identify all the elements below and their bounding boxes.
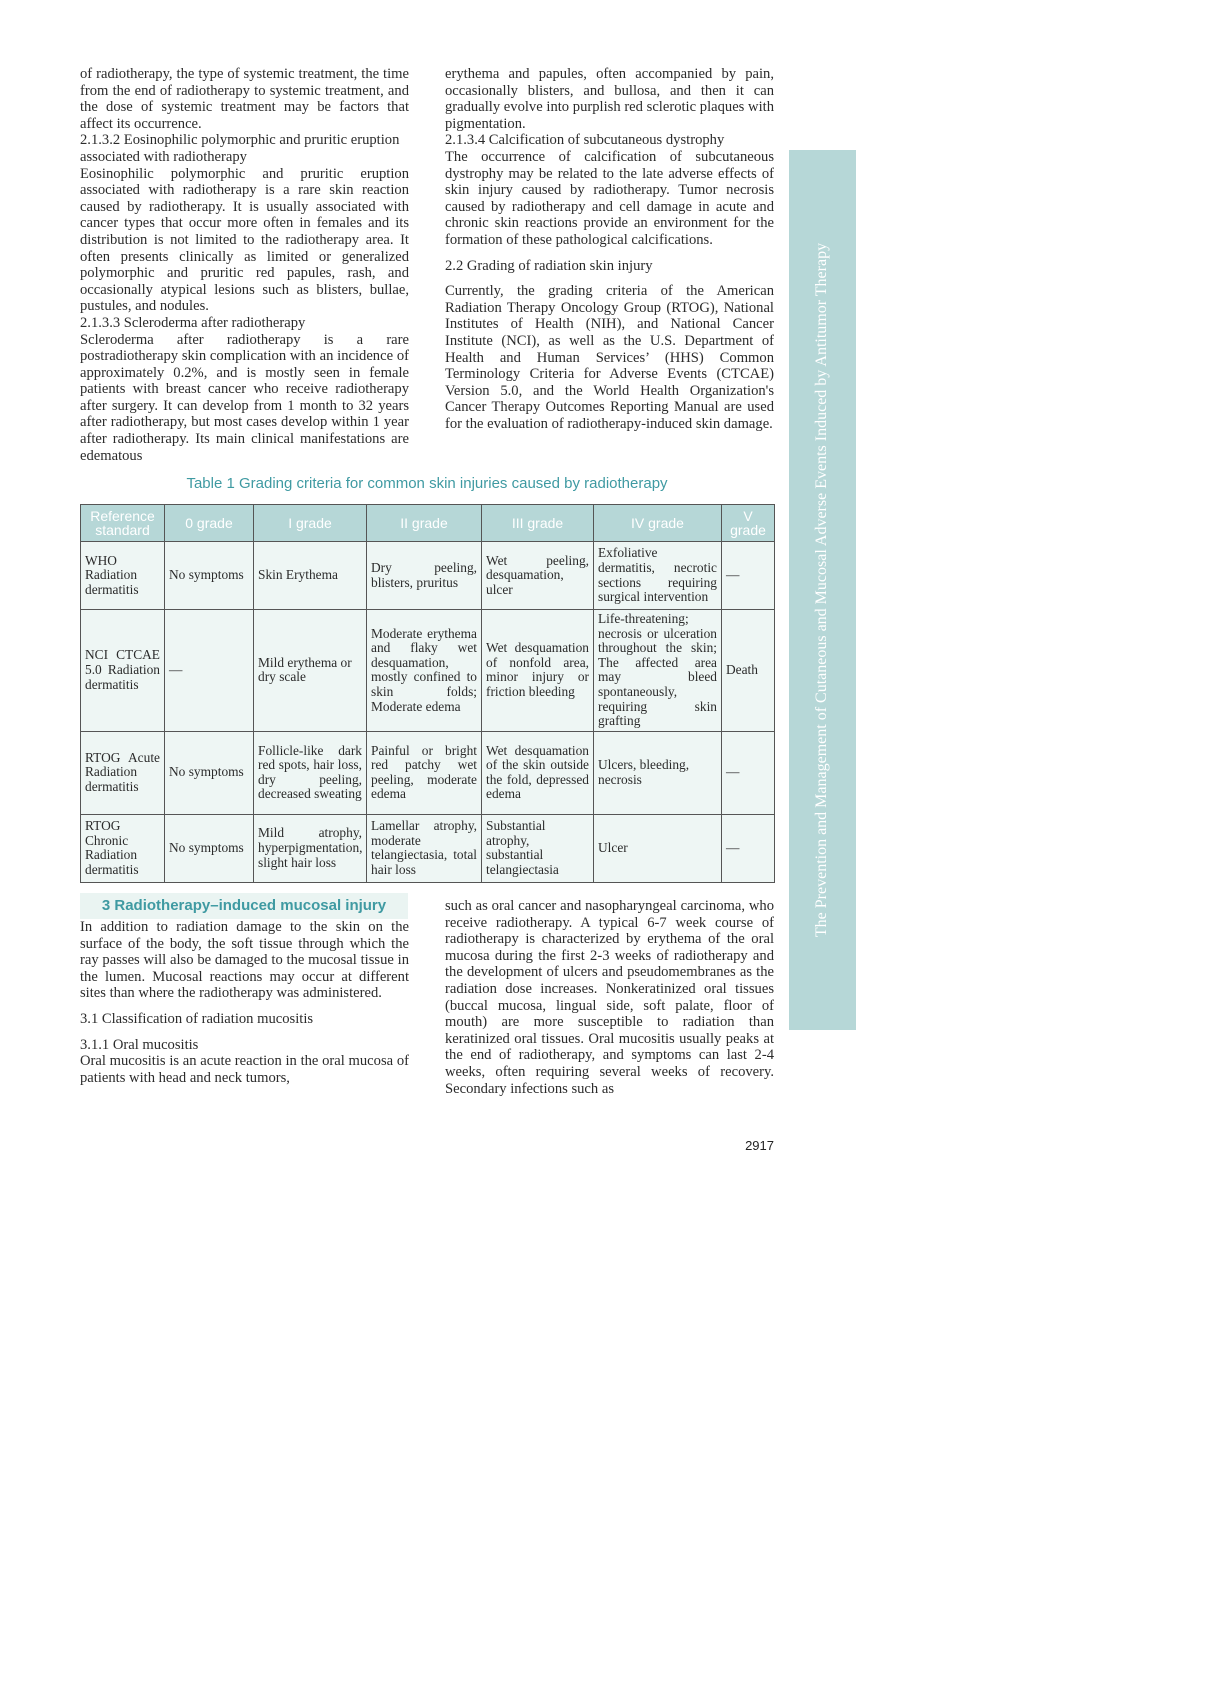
table-cell: Life-threatening; necrosis or ulceration throughout the skin; The affected area may bleed spontaneously, requiring skin grafting (594, 610, 722, 732)
paragraph: Eosinophilic polymorphic and pruritic eruption associated with radiotherapy is a rare skin reaction caused by radiotherapy. It is usually associated with cancer types that occur more often in females and its distribution is not limited to the radiotherapy area. It often presents clinically as limited or generalized polymorphic and pruritic red papules, rash, and occasionally atypical lesions such as blisters, bullae, pustules, and nodules. (80, 165, 409, 315)
grading-criteria-table (80, 504, 775, 883)
column-header: 0 grade (165, 505, 254, 542)
subsection-heading-311: 3.1.1 Oral mucositis (80, 1036, 199, 1053)
table-row (81, 814, 775, 882)
table-cell: Dry peeling, blisters, pruritus (367, 542, 482, 610)
table-header-row (81, 505, 775, 542)
table-cell: Follicle-like dark red spots, hair loss, dry peeling, decreased sweating (254, 731, 367, 814)
table-cell: Painful or bright red patchy wet peeling, moderate edema (367, 731, 482, 814)
paragraph: Scleroderma after radiotherapy is a rare postradiotherapy skin complication with an incidence of approximately 0.2%, and is mostly seen in female patients with breast cancer who receive radiotherapy after surgery. It can develop from 1 month to 32 years after radiotherapy, but most cases develop within 1 year after radiotherapy. Its main clinical manifestations are edematous (80, 331, 409, 464)
subsection-heading-2134: 2.1.3.4 Calcification of subcutaneous dystrophy (445, 132, 725, 149)
paragraph: Oral mucositis is an acute reaction in the oral mucosa of patients with head and neck tumors, (80, 1053, 409, 1086)
table-caption: Table 1 Grading criteria for common skin injuries caused by radiotherapy (186, 475, 668, 492)
table-cell: Wet desquamation of the skin outside the fold, depressed edema (482, 731, 594, 814)
paragraph: such as oral cancer and nasopharyngeal carcinoma, who receive radiotherapy. A typical 6-7 week course of radiotherapy is characterized by erythema of the oral mucosa during the first 2-3 weeks of radiotherapy and the development of ulcers and pseudomembranes as the radiation dose increases. Nonkeratinized oral tissues (buccal mucosa, lingual side, soft palate, floor of mouth) are more susceptible to radiation than keratinized oral tissues. Oral mucositis usually peaks at the end of radiotherapy, and symptoms can last 2-4 weeks, often requiring several weeks of recovery. Secondary infections such as (445, 898, 774, 1097)
table-cell: No symptoms (165, 731, 254, 814)
table-cell: — (722, 542, 775, 610)
paragraph: The occurrence of calcification of subcutaneous dystrophy may be related to the late adverse effects of skin injury caused by radiotherapy. Tumor necrosis caused by radiotherapy and cell damage in acute and chronic skin reactions provide an environment for the formation of these pathological calcifications. (445, 148, 774, 248)
section-3-heading: 3 Radiotherapy–induced mucosal injury (80, 893, 408, 919)
left-column-top (80, 66, 409, 464)
table-cell: Death (722, 610, 775, 732)
table-cell: WHO Radiation dermatitis (81, 542, 165, 610)
column-header: V grade (722, 505, 775, 542)
table-cell: Mild atrophy, hyperpigmentation, slight hair loss (254, 814, 367, 882)
table-cell: Substantial atrophy, substantial telangiectasia (482, 814, 594, 882)
table-cell: Ulcers, bleeding, necrosis (594, 731, 722, 814)
table-cell: RTOG Acute Radiation dermatitis (81, 731, 165, 814)
table-cell: Wet peeling, desquamation, ulcer (482, 542, 594, 610)
section-heading-22: 2.2 Grading of radiation skin injury (445, 257, 653, 274)
table-cell: Wet desquamation of nonfold area, minor injury or friction bleeding (482, 610, 594, 732)
paragraph: of radiotherapy, the type of systemic treatment, the time from the end of radiotherapy to systemic treatment, and the dose of systemic treatment may be factors that affect its occurrence. (80, 66, 409, 132)
column-header: I grade (254, 505, 367, 542)
table-cell: NCI CTCAE 5.0 Radiation dermatitis (81, 610, 165, 732)
table-cell: Lamellar atrophy, moderate telangiectasia, total hair loss (367, 814, 482, 882)
table-cell: Ulcer (594, 814, 722, 882)
table-cell: Moderate erythema and flaky wet desquamation, mostly confined to skin folds; Moderate edema (367, 610, 482, 732)
column-header: II grade (367, 505, 482, 542)
paragraph: Currently, the grading criteria of the American Radiation Therapy Oncology Group (RTOG), National Institutes of Health (NIH), and National Cancer Institute (NCI), as well as the U.S. Department of Health and Human Services’ (HHS) Common Terminology Criteria for Adverse Events (CTCAE) Version 5.0, and the World Health Organization's Cancer Therapy Outcomes Reporting Manual are used for the evaluation of radiotherapy-induced skin damage. (445, 283, 774, 432)
table-cell: Exfoliative dermatitis, necrotic sections requiring surgical intervention (594, 542, 722, 610)
right-column-top (445, 66, 774, 432)
page-number: 2917 (745, 1138, 774, 1153)
subsection-heading-2132: 2.1.3.2 Eosinophilic polymorphic and pruritic eruption associated with radiotherapy (80, 132, 400, 165)
table-cell: Mild erythema or dry scale (254, 610, 367, 732)
column-header: Reference standard (81, 505, 165, 542)
paragraph: In addition to radiation damage to the skin on the surface of the body, the soft tissue through which the ray passes will also be damaged to the mucosal tissue in the lumen. Mucosal reactions may occur at different sites than where the radiotherapy was administered. (80, 919, 409, 1002)
table-cell: Skin Erythema (254, 542, 367, 610)
table-cell: No symptoms (165, 814, 254, 882)
subsection-heading-2133: 2.1.3.3 Scleroderma after radiotherapy (80, 314, 306, 331)
table-cell: RTOG Chronic Radiation dermatitis (81, 814, 165, 882)
column-header: IV grade (594, 505, 722, 542)
table-cell: — (722, 731, 775, 814)
table-row (81, 731, 775, 814)
column-header: III grade (482, 505, 594, 542)
table-cell: — (722, 814, 775, 882)
table-cell: No symptoms (165, 542, 254, 610)
right-column-bottom (445, 898, 774, 1097)
left-column-bottom (80, 919, 409, 1086)
table-cell: — (165, 610, 254, 732)
table-row (81, 542, 775, 610)
side-band (789, 150, 856, 1030)
table-row (81, 610, 775, 732)
side-band-title: The Prevention and Management of Cutaneous and Mucosal Adverse Events Induced by Antitumor Therapy (813, 242, 830, 938)
paragraph: erythema and papules, often accompanied by pain, occasionally blisters, and bullosa, and then it can gradually evolve into purplish red sclerotic plaques with pigmentation. (445, 66, 774, 132)
section-heading-31: 3.1 Classification of radiation mucositis (80, 1010, 314, 1027)
